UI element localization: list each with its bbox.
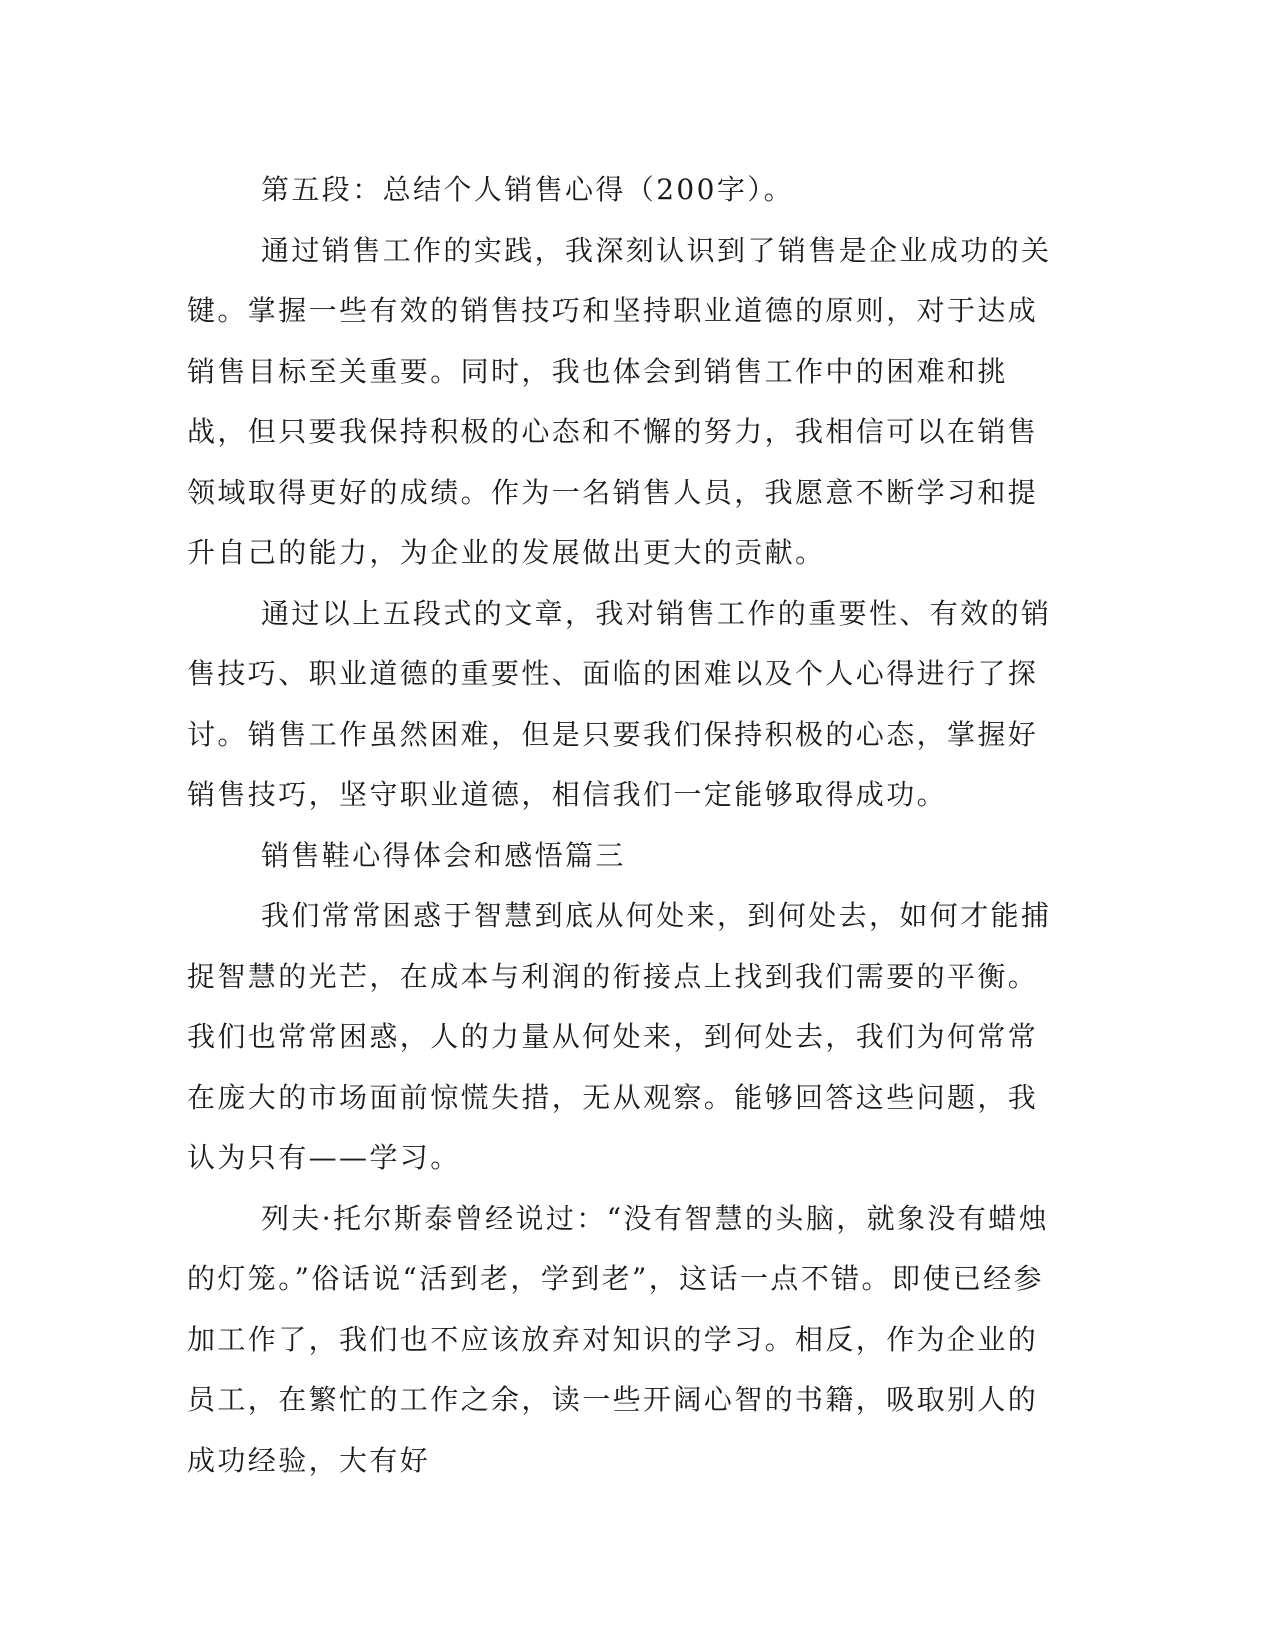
paragraph-summary: 通过销售工作的实践，我深刻认识到了销售是企业成功的关键。掌握一些有效的销售技巧和坚持职业道德的原则，对于达成销售目标至关重要。同时，我也体会到销售工作中的困难和挑战，但只要我保持积极的心态和不懈的努力，我相信可以在销售领域取得更好的成绩。作为一名销售人员，我愿意不断学习和提升自己的能力，为企业的发展做出更大的贡献。: [187, 233, 1052, 569]
paragraph-tolstoy: 列夫·托尔斯泰曾经说过：“没有智慧的头脑，就象没有蜡烛的灯笼。”俗话说“活到老，学到老”，这话一点不错。即使已经参加工作了，我们也不应该放弃对知识的学习。相反，作为企业的员工，在繁忙的工作之余，读一些开阔心智的书籍，吸取别人的成功经验，大有好: [187, 1201, 1050, 1477]
paragraph-wisdom: 我们常常困惑于智慧到底从何处来，到何处去，如何才能捕捉智慧的光芒，在成本与利润的衔接点上找到我们需要的平衡。我们也常常困惑，人的力量从何处来，到何处去，我们为何常常在庞大的市场面前惊慌失措，无从观察。能够回答这些问题，我认为只有——学习。: [187, 899, 1052, 1174]
paragraph-conclusion: 通过以上五段式的文章，我对销售工作的重要性、有效的销售技巧、职业道德的重要性、面临的困难以及个人心得进行了探讨。销售工作虽然困难，但是只要我们保持积极的心态，掌握好销售技巧，坚守职业道德，相信我们一定能够取得成功。: [187, 596, 1052, 811]
article-title: 销售鞋心得体会和感悟篇三: [261, 838, 626, 872]
section-heading: 第五段：总结个人销售心得（200字）。: [261, 173, 795, 206]
document-body: [187, 160, 1067, 1491]
